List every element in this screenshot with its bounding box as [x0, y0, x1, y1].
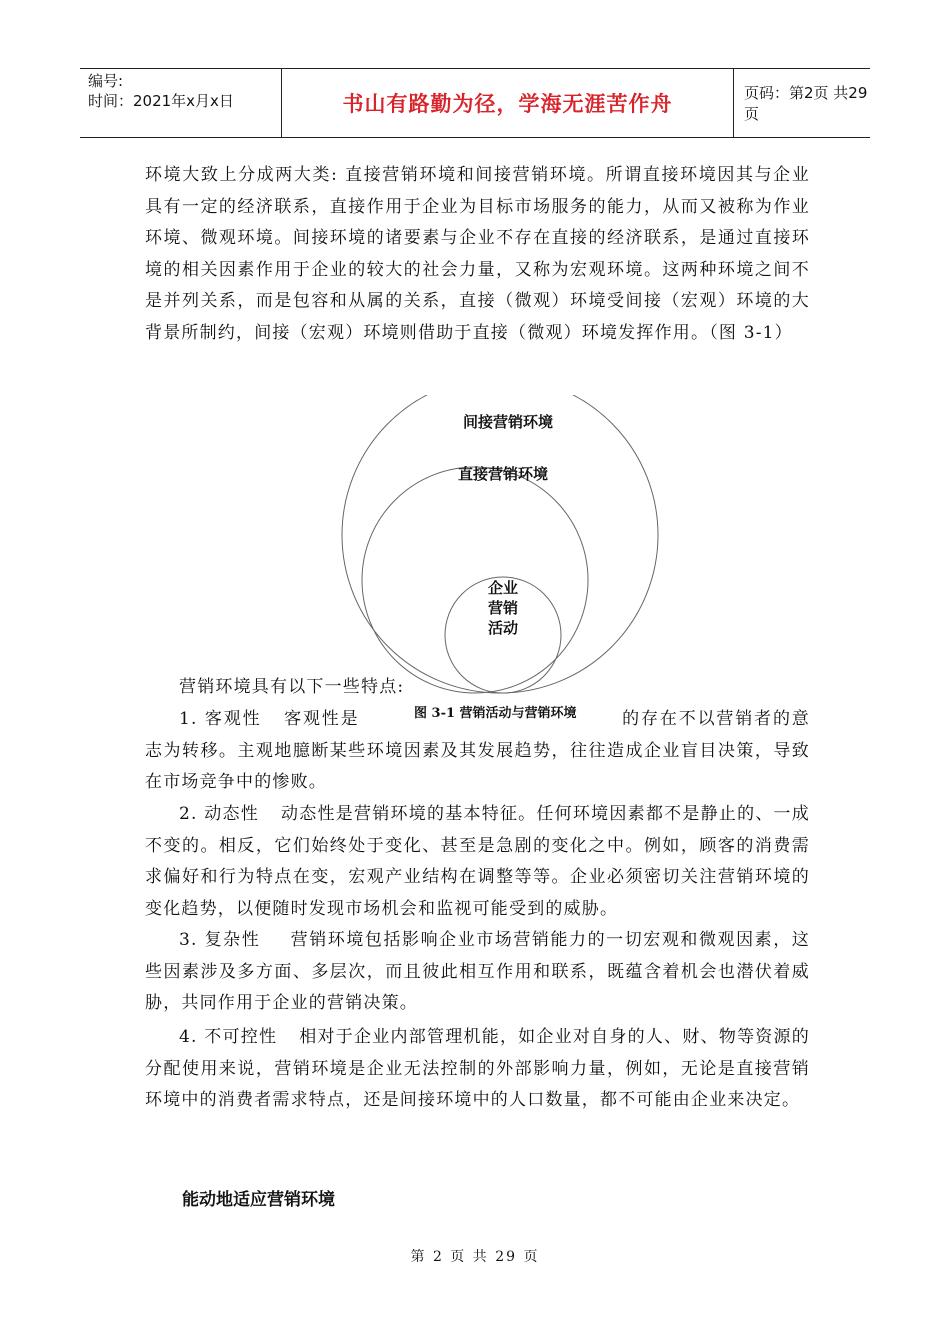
feature-3-title: 复杂性 [204, 930, 261, 950]
inner-label-line-3: 活动 [487, 619, 519, 637]
feature-1-text: 的存在不以营销者的意志为转移。主观地臆断某些环境因素及其发展趋势，往往造成企业盲目决策，导致在市场竞争中的惨败。 [145, 709, 811, 793]
feature-3 [145, 925, 810, 1020]
feature-2 [145, 799, 810, 925]
feature-4-title: 不可控性 [204, 1027, 278, 1047]
header-motto-cell [282, 69, 734, 137]
feature-3-text: 营销环境包括影响企业市场营销能力的一切宏观和微观因素，这些因素涉及多方面、多层次，而且彼此相互作用和联系，既蕴含着机会也潜伏着威胁，共同作用于企业的营销决策。 [145, 930, 810, 1014]
features-intro: 营销环境具有以下一些特点: [179, 677, 405, 697]
outer-circle-label: 间接营销环境 [462, 413, 554, 431]
inner-label-line-1: 企业 [487, 579, 519, 597]
middle-circle-label: 直接营销环境 [457, 465, 549, 483]
document-number-label: 编号: [88, 72, 124, 90]
feature-2-title: 动态性 [204, 804, 260, 824]
inner-label-line-2: 营销 [487, 599, 519, 617]
feature-1-title: 客观性 [204, 709, 262, 729]
header-motto: 书山有路勤为径，学海无涯苦作舟 [342, 92, 673, 116]
document-time-label: 时间：2021年x月x日 [88, 92, 234, 110]
feature-4-number: 4. [179, 1027, 198, 1047]
figure-caption: 图 3-1 营销活动与营销环境 [410, 702, 581, 721]
feature-3-number: 3. [179, 930, 198, 950]
page-footer: 第 2 页 共 29 页 [410, 1249, 540, 1265]
header-meta [80, 69, 282, 137]
header-page-info: 页码：第2页 共29页 [744, 84, 868, 123]
feature-1 [145, 704, 810, 799]
environment-diagram [330, 395, 670, 695]
feature-1-number: 1. [179, 709, 198, 729]
feature-4 [145, 1022, 810, 1117]
page-header [80, 68, 870, 138]
section-heading: 能动地适应营销环境 [182, 1190, 335, 1210]
feature-2-number: 2. [179, 804, 198, 824]
outer-circle [342, 395, 658, 693]
feature-2-text: 动态性是营销环境的基本特征。任何环境因素都不是静止的、一成不变的。相反，它们始终处于变化、甚至是急剧的变化之中。例如，顾客的消费需求偏好和行为特点在变，宏观产业结构在调整等等。企业必须密切关注营销环境的变化趋势，以便随时发现市场机会和监视可能受到的威胁。 [145, 804, 810, 919]
feature-4-text: 相对于企业内部管理机能，如企业对自身的人、财、物等资源的分配使用来说，营销环境是企业无法控制的外部影响力量，例如，无论是直接营销环境中的消费者需求特点，还是间接环境中的人口数量，都不可能由企业来决定。 [145, 1027, 810, 1111]
feature-1-lead: 客观性是 [283, 709, 360, 729]
middle-circle [362, 467, 588, 693]
intro-paragraph: 环境大致上分成两大类: 直接营销环境和间接营销环境。所谓直接环境因其与企业具有一定的经济联系，直接作用于企业为目标市场服务的能力，从而又被称为作业环境、微观环境。间接环境的诸要素与企业不存在直接的经济联系，是通过直接环境的相关因素作用于企业的较大的社会力量，又称为宏观环境。这两种环境之间不是并列关系，而是包容和从属的关系，直接（微观）环境受间接（宏观）环境的大背景所制约，间接（宏观）环境则借助于直接（微观）环境发挥作用。（图 3-1） [145, 165, 810, 343]
